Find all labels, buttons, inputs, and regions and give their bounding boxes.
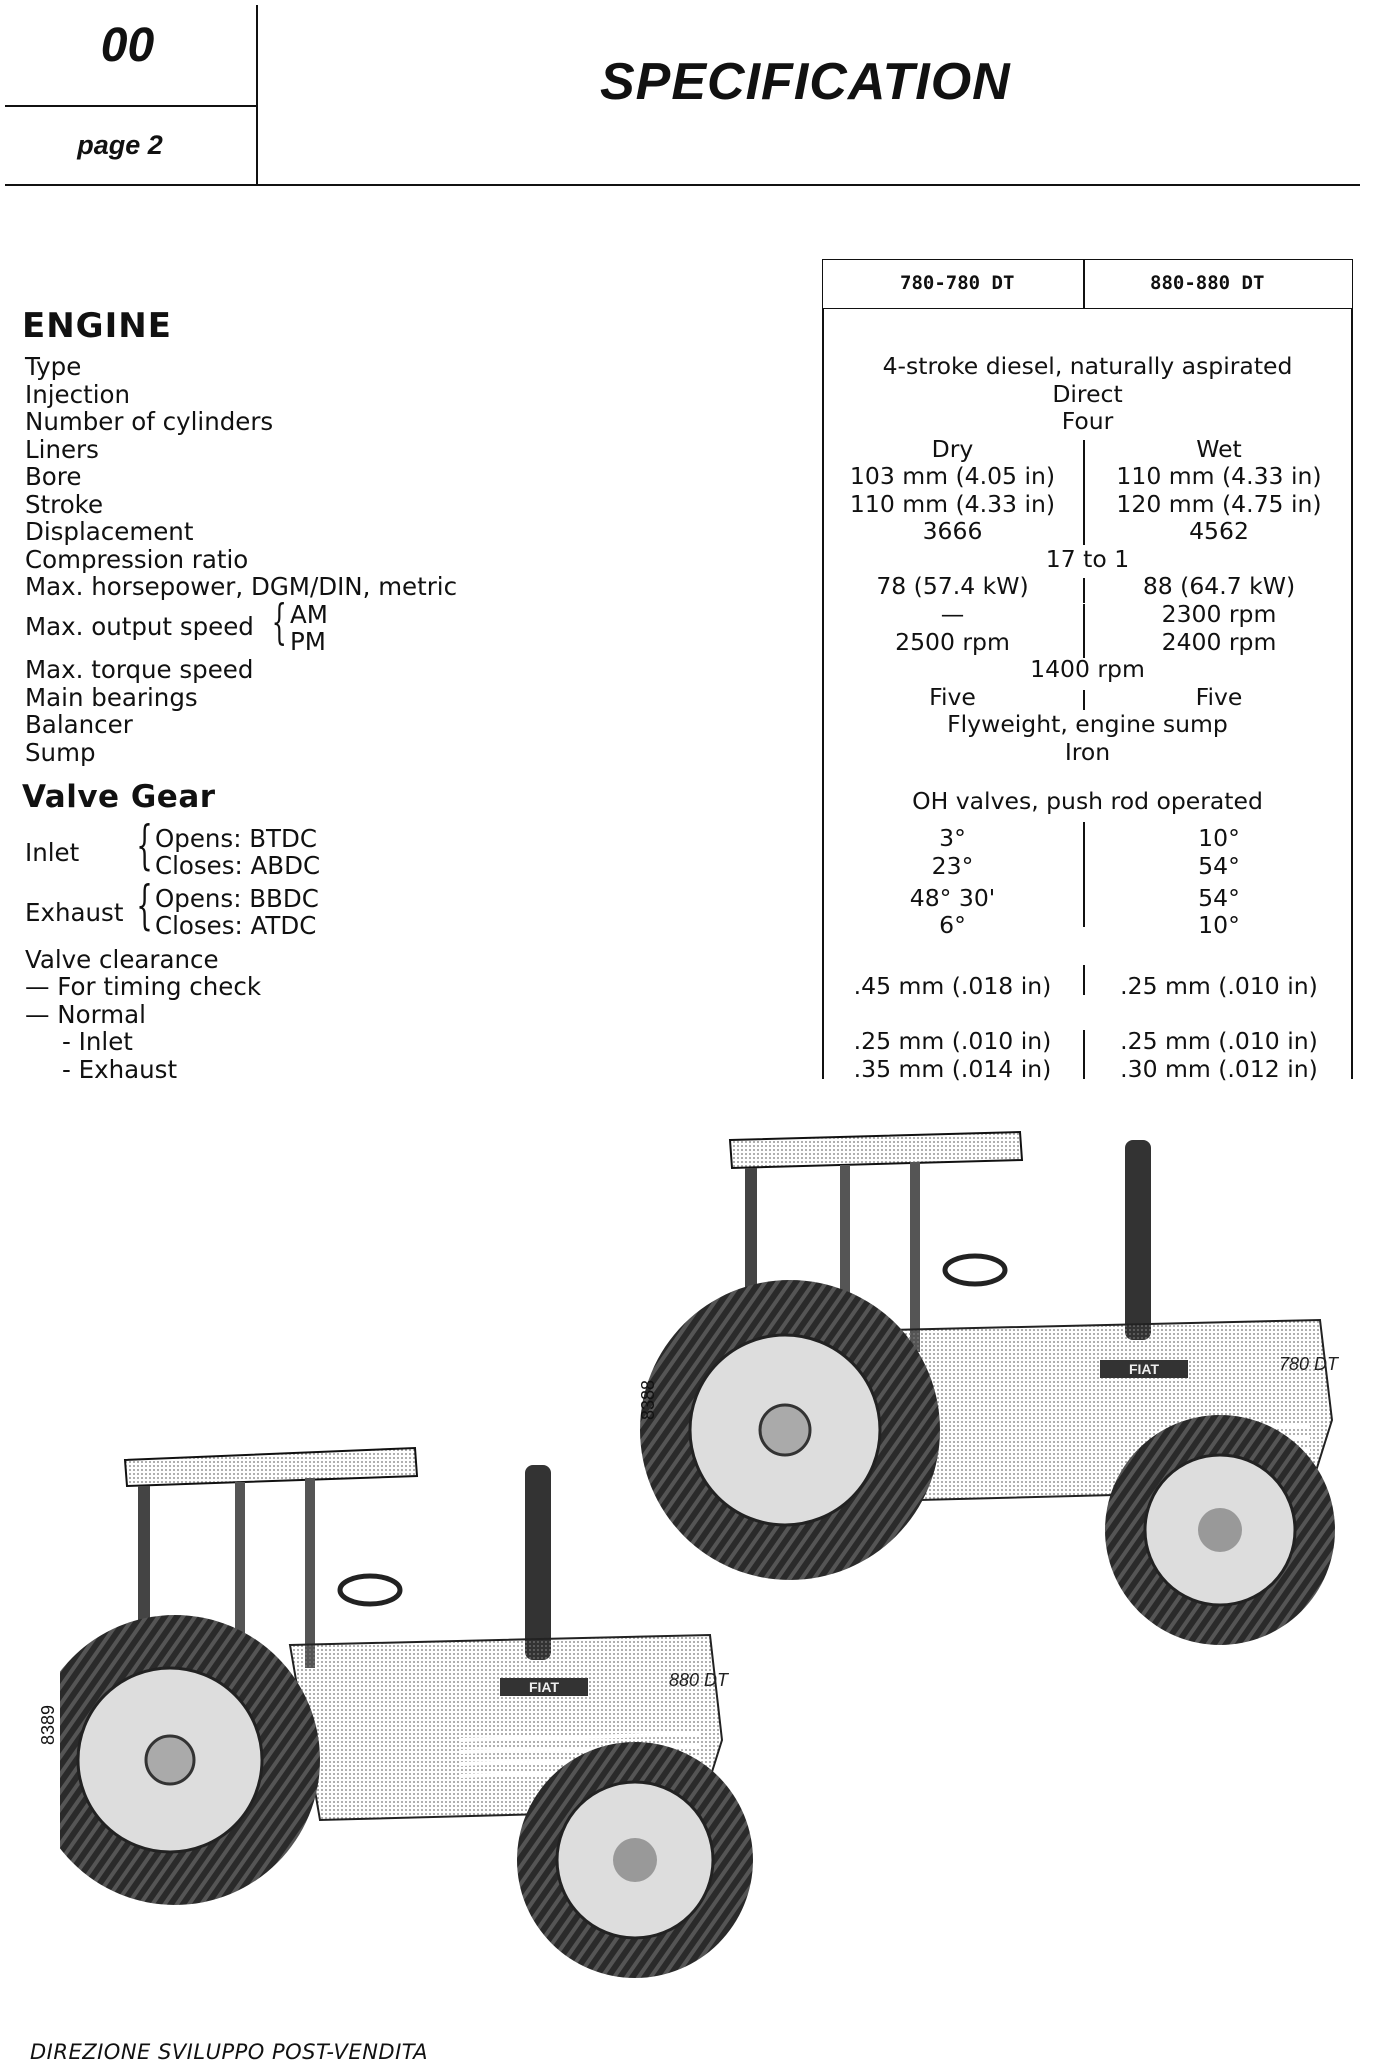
value-valve-gear: OH valves, push rod operated — [912, 787, 1263, 815]
label-injection: Injection — [25, 380, 131, 409]
tractor-front-model: 880 DT — [668, 1670, 728, 1690]
page-label: page 2 — [77, 130, 163, 160]
value-pm-880: 2400 rpm — [1161, 628, 1277, 656]
label-exhaust: Exhaust — [25, 898, 124, 927]
value-displacement-880: 4562 — [1189, 517, 1249, 545]
footer-text: DIREZIONE SVILUPPO POST-VENDITA — [30, 2040, 429, 2064]
value-pm-780: 2500 rpm — [895, 628, 1010, 656]
label-exhaust-closes: Closes: ATDC — [155, 911, 317, 940]
label-compression: Compression ratio — [25, 545, 249, 574]
value-displacement-780: 3666 — [922, 517, 983, 545]
label-torque-speed: Max. torque speed — [25, 655, 254, 684]
value-balancer: Flyweight, engine sump — [947, 710, 1228, 738]
value-compression: 17 to 1 — [1045, 545, 1130, 573]
value-liners-780: Dry — [931, 435, 974, 463]
label-am: AM — [290, 600, 328, 629]
value-bore-880: 110 mm (4.33 in) — [1116, 462, 1322, 490]
value-inlet-opens-780: 3° — [939, 824, 966, 852]
value-exhaust-opens-880: 54° — [1198, 884, 1240, 912]
value-bore-780: 103 mm (4.05 in) — [849, 462, 1056, 490]
value-exhaust-closes-780: 6° — [939, 911, 966, 939]
value-horsepower-880: 88 (64.7 kW) — [1142, 572, 1296, 600]
label-exhaust-opens: Opens: BBDC — [155, 884, 319, 913]
label-output-speed: Max. output speed — [25, 612, 254, 641]
label-timing-check: — For timing check — [25, 972, 262, 1001]
header-vertical-rule — [256, 5, 258, 185]
value-sump: Iron — [1064, 738, 1111, 766]
value-normal-inlet-780: .25 mm (.010 in) — [853, 1027, 1052, 1055]
table-header-divider — [1083, 259, 1085, 309]
label-inlet-opens: Opens: BTDC — [155, 824, 317, 853]
value-bearings-780: Five — [929, 683, 976, 711]
section-code: 00 — [100, 19, 155, 72]
header-mid-rule — [5, 105, 256, 107]
label-displacement: Displacement — [25, 517, 194, 546]
value-horsepower-780: 78 (57.4 kW) — [876, 572, 1029, 600]
label-inlet-closes: Closes: ABDC — [155, 851, 321, 880]
tractor-back-model: 780 DT — [1278, 1354, 1338, 1374]
value-stroke-880: 120 mm (4.75 in) — [1116, 490, 1322, 518]
value-timing-780: .45 mm (.018 in) — [853, 972, 1052, 1000]
value-normal-exhaust-880: .30 mm (.012 in) — [1120, 1055, 1318, 1083]
value-timing-880: .25 mm (.010 in) — [1120, 972, 1318, 1000]
tractor-back-badge: FIAT — [1128, 1361, 1160, 1377]
label-horsepower: Max. horsepower, DGM/DIN, metric — [25, 572, 458, 601]
tractor-image-front — [60, 1440, 780, 2000]
value-bearings-880: Five — [1195, 683, 1243, 711]
label-sump: Sump — [25, 738, 96, 767]
label-stroke: Stroke — [25, 490, 104, 519]
value-injection: Direct — [1052, 380, 1123, 408]
column-header-880: 880-880 DT — [1150, 272, 1265, 294]
label-pm: PM — [290, 627, 326, 656]
tractor-back-ref: 8388 — [638, 1379, 658, 1420]
label-inlet: Inlet — [25, 838, 80, 867]
value-inlet-closes-780: 23° — [931, 852, 974, 880]
value-exhaust-opens-780: 48° 30' — [909, 884, 996, 912]
value-exhaust-closes-880: 10° — [1198, 911, 1240, 939]
page-title: SPECIFICATION — [600, 53, 1011, 111]
label-main-bearings: Main bearings — [25, 683, 198, 712]
brace-icon: { — [271, 594, 287, 650]
label-type: Type — [25, 352, 82, 381]
value-inlet-opens-880: 10° — [1198, 824, 1240, 852]
valve-gear-heading: Valve Gear — [22, 779, 216, 815]
value-normal-exhaust-780: .35 mm (.014 in) — [853, 1055, 1052, 1083]
value-cylinders: Four — [1061, 407, 1114, 435]
label-normal-exhaust: - Exhaust — [62, 1055, 178, 1084]
value-liners-880: Wet — [1196, 435, 1242, 463]
tractor-front-badge: FIAT — [528, 1679, 560, 1695]
value-stroke-780: 110 mm (4.33 in) — [849, 490, 1056, 518]
brace-icon: { — [136, 876, 153, 936]
label-liners: Liners — [25, 435, 99, 464]
label-bore: Bore — [25, 462, 82, 491]
column-header-780: 780-780 DT — [900, 272, 1015, 294]
label-normal-inlet: - Inlet — [62, 1027, 133, 1056]
value-am-780: — — [940, 600, 965, 628]
engine-heading: ENGINE — [22, 306, 172, 346]
value-am-880: 2300 rpm — [1161, 600, 1277, 628]
value-inlet-closes-880: 54° — [1198, 852, 1240, 880]
label-balancer: Balancer — [25, 710, 133, 739]
label-valve-clearance: Valve clearance — [25, 945, 219, 974]
tractor-front-ref: 8389 — [38, 1704, 58, 1745]
label-normal: — Normal — [25, 1000, 146, 1029]
value-type: 4-stroke diesel, naturally aspirated — [882, 352, 1293, 380]
value-torque-speed: 1400 rpm — [1030, 655, 1145, 683]
label-cylinders: Number of cylinders — [25, 407, 274, 436]
brace-icon: { — [136, 816, 153, 876]
value-normal-inlet-880: .25 mm (.010 in) — [1120, 1027, 1318, 1055]
header-bottom-rule — [5, 184, 1360, 186]
